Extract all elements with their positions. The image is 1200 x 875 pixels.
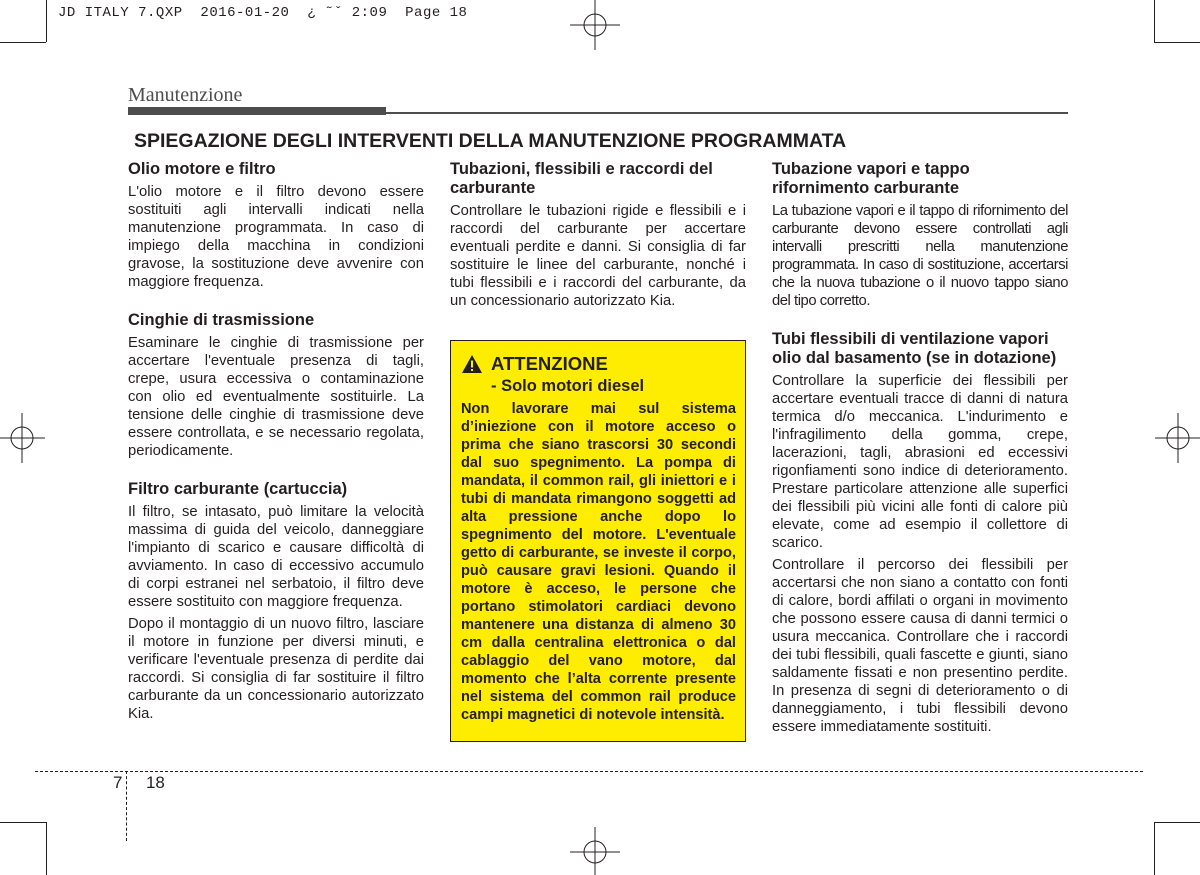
heading-filtro-carburante: Filtro carburante (cartuccia) (128, 480, 348, 498)
crop-mark-top-left-v (46, 0, 47, 42)
registration-mark-right-icon (1155, 413, 1200, 463)
paragraph-filtro-carburante-1: Il filtro, se intasato, può limitare la velocità massima di guida del veicolo, danneggiare l'impianto di scarico e causare difficoltà di avviamento. In caso di eccessivo accumulo di corpi estranei nel serbatoio, il filtro deve essere sostituito con maggiore frequenza. (128, 504, 424, 610)
crop-mark-top-right-h (1154, 42, 1200, 43)
header-bar (128, 107, 386, 115)
paragraph-tubazione-vapori: La tubazione vapori e il tappo di rifornimento del carburante devono essere controllati agli intervalli prescritti nella manutenzione programmata. In caso di sostituzione, accertarsi che la nuova tubazione o il nuovo tappo siano del tipo corretto. (772, 203, 1068, 309)
paragraph-tubi-ventilazione-2: Controllare il percorso dei flessibili per accertarsi che non siano a contatto con fonti di calore, bordi affilati o organi in movimento che possono essere causa di danni termici o usura meccanica. Controllare che i raccordi dei tubi flessibili, quali fascette e giunti, siano saldamente fissati e non presentino perdite. In presenza di segni di deterioramento o di danneggiamento, i tubi flessibili devono essere immediatamente sostituiti. (772, 557, 1068, 735)
warning-title: ATTENZIONE (491, 353, 608, 374)
heading-olio-motore: Olio motore e filtro (128, 160, 276, 178)
footer-rule (35, 771, 1143, 772)
print-slug: JD ITALY 7.QXP 2016-01-20 ¿ ˜ˇ 2:09 Page 18 (58, 5, 468, 21)
paragraph-tubi-ventilazione-1: Controllare la superficie dei flessibili per accertare eventuali tracce di danni di natura termica d/o meccanica. L'indurimento e l'infragilimento della gomma, crepe, lacerazioni, tagli, abrasioni ed eccessivi rigonfiamenti sono indice di deterioramento. Prestare particolare attenzione alle superfici dei flessibili più vicini alle fonti di calore più elevate, come ad esempio il collettore di scarico. (772, 373, 1068, 551)
header-rule (386, 112, 1068, 114)
page-heading: SPIEGAZIONE DEGLI INTERVENTI DELLA MANUTENZIONE PROGRAMMATA (134, 130, 847, 152)
paragraph-olio-motore: L'olio motore e il filtro devono essere sostituiti agli intervalli indicati nella manutenzione programmata. In caso di impiego della macchina in condizioni gravose, la sostituzione deve avvenire con maggiore frequenza. (128, 184, 424, 290)
warning-body: Non lavorare mai sul sistema d’iniezione con il motore acceso o prima che siano trascorsi 30 secondi dal suo spegnimento. La pompa di mandata, il common rail, gli iniettori e i tubi di mandata rimangono soggetti ad alta pressione anche dopo lo spegnimento del motore. L'eventuale getto di carburante, se investe il corpo, può causare gravi lesioni. Quando il motore è acceso, le persone che portano stimolatori cardiaci devono mantenere una distanza di almeno 30 cm dalla centralina elettronica o dal cablaggio del vano motore, dal momento che l’alta corrente presente nel sistema del common rail produce campi magnetici di notevole intensità. (461, 401, 736, 723)
warning-title-row (461, 353, 736, 375)
paragraph-filtro-carburante-2: Dopo il montaggio di un nuovo filtro, lasciare il motore in funzione per diversi minuti, e verificare l'eventuale presenza di perdite dai raccordi. Si consiglia di far sostituire il filtro carburante da un concessionario autorizzato Kia. (128, 616, 424, 722)
crop-mark-bottom-right-v (1154, 822, 1155, 875)
crop-mark-bottom-left-v (46, 822, 47, 875)
warning-box (450, 340, 746, 742)
heading-tubazioni-carburante: Tubazioni, flessibili e raccordi del carburante (450, 160, 713, 197)
registration-mark-bottom-icon (570, 827, 620, 875)
heading-cinghie: Cinghie di trasmissione (128, 311, 315, 329)
column-right (772, 160, 1068, 736)
section-title: Manutenzione (128, 84, 243, 106)
heading-tubi-ventilazione: Tubi flessibili di ventilazione vapori olio dal basamento (se in dotazione) (772, 330, 1057, 367)
paragraph-tubazioni-carburante: Controllare le tubazioni rigide e flessibili e i raccordi del carburante per accertare eventuali perdite e danni. Si consiglia di far sostituire le linee del carburante, nonché i tubi flessibili e i raccordi del carburante, da un concessionario autorizzato Kia. (450, 203, 746, 309)
page-number (113, 773, 165, 793)
registration-mark-top-icon (570, 0, 620, 50)
registration-mark-left-icon (0, 413, 45, 463)
page-number-value: 18 (145, 773, 165, 792)
crop-mark-bottom-left-h (0, 822, 46, 823)
warning-subtitle: - Solo motori diesel (491, 377, 645, 395)
column-middle (450, 160, 746, 310)
crop-mark-top-left-h (0, 42, 46, 43)
heading-tubazione-vapori: Tubazione vapori e tappo rifornimento carburante (772, 160, 970, 197)
crop-mark-top-right-v (1154, 0, 1155, 42)
crop-mark-bottom-right-h (1154, 822, 1200, 823)
column-left (128, 160, 424, 723)
chapter-number: 7 (113, 773, 123, 792)
warning-triangle-icon (461, 354, 483, 374)
paragraph-cinghie: Esaminare le cinghie di trasmissione per accertare l'eventuale presenza di tagli, crepe, usura eccessiva o contaminazione con olio ed eventualmente sostituirle. La tensione delle cinghie di trasmissione deve essere controllata, e se necessario regolata, periodicamente. (128, 335, 424, 459)
